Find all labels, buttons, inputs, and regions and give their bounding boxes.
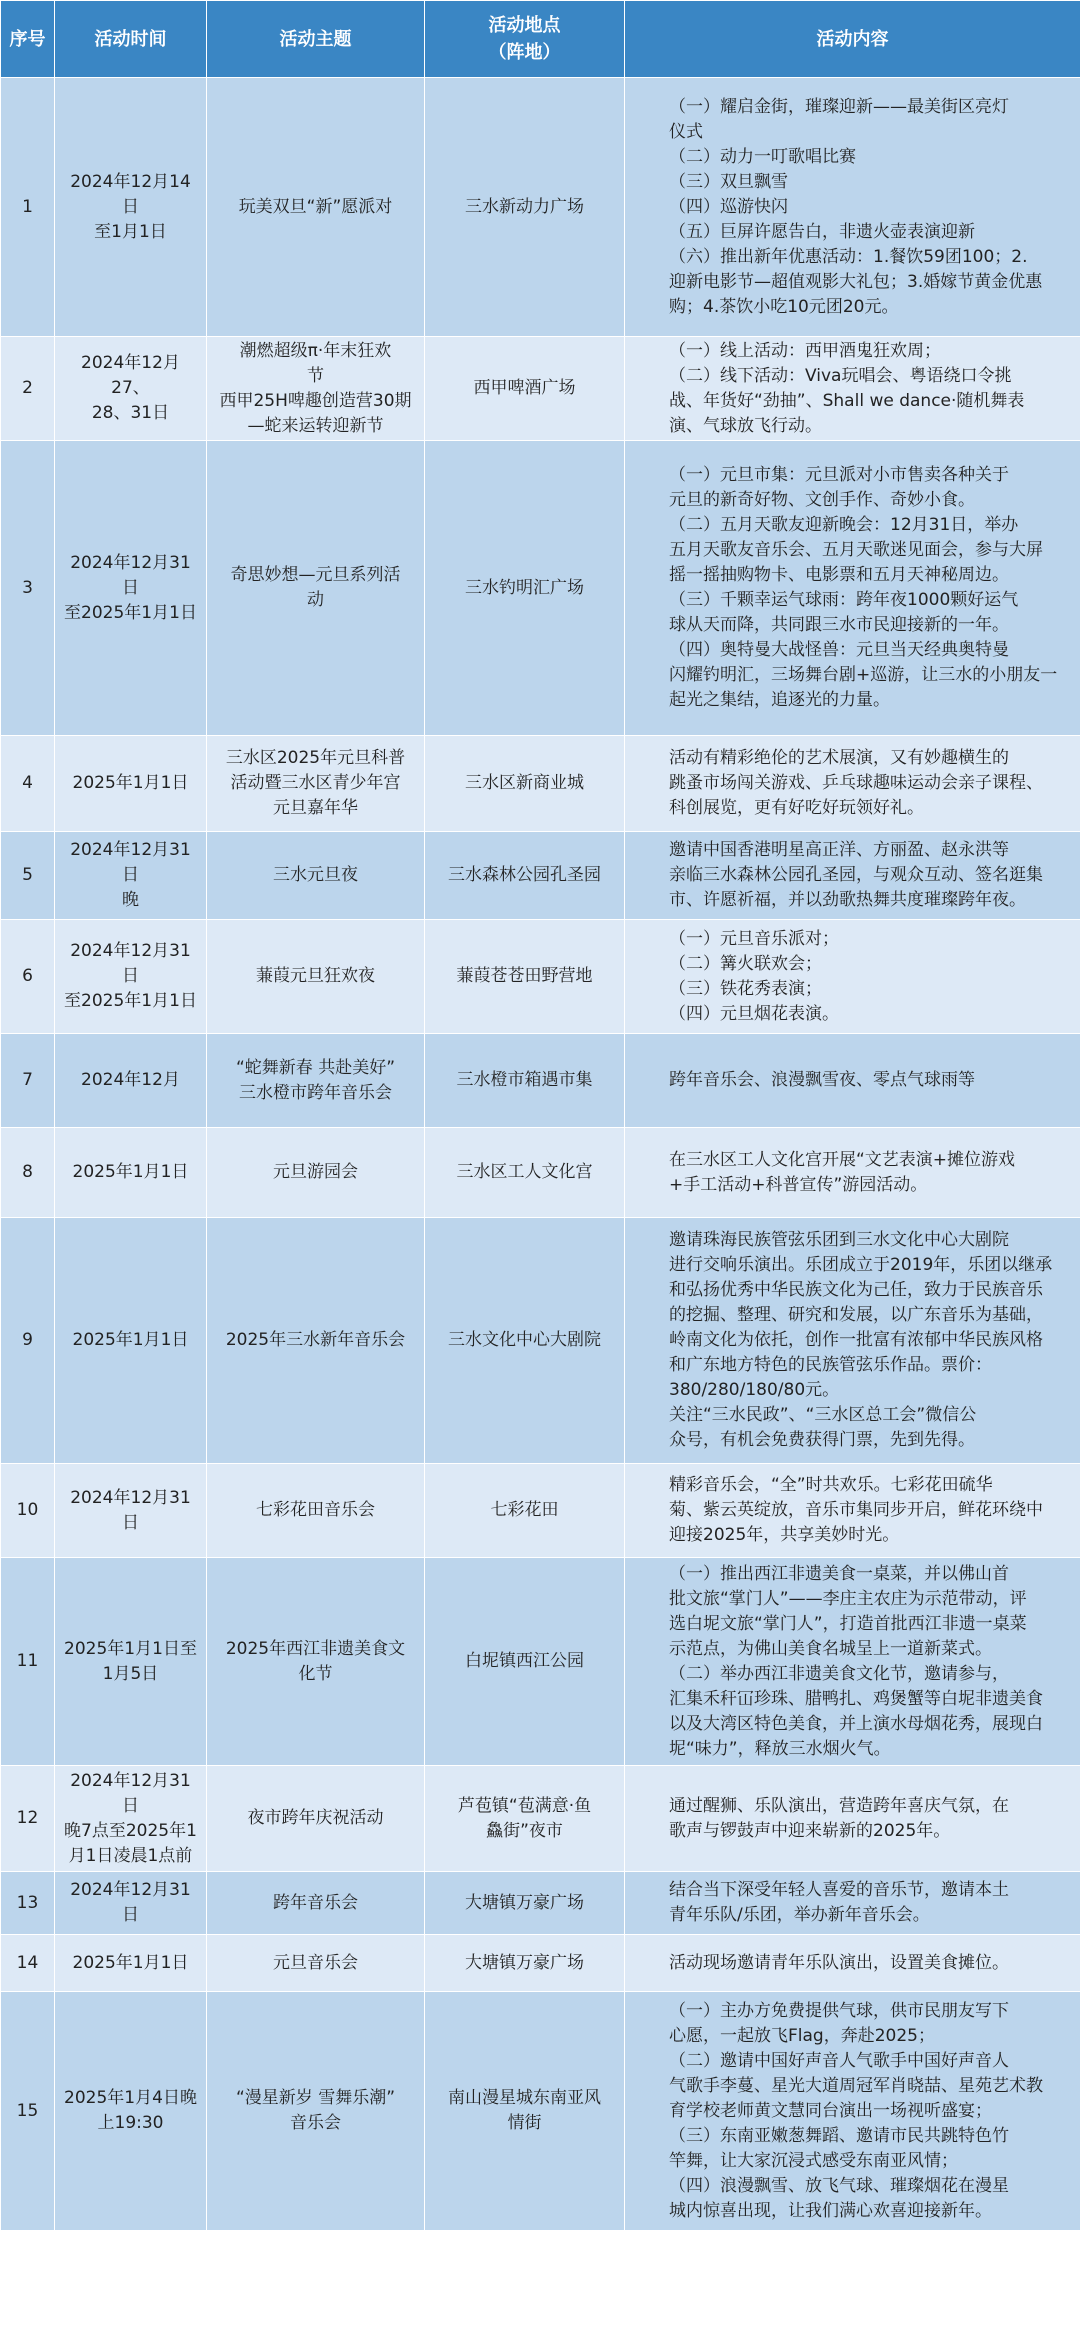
cell-line: 城内惊喜出现，让我们满心欢喜迎接新年。: [669, 2200, 992, 2221]
table-row: [1, 832, 1080, 920]
cell-line: 七彩花田: [490, 1500, 559, 1520]
cell-line: 三水区2025年元旦科普: [225, 748, 406, 768]
header-row: [1, 1, 1080, 78]
cell-line: 2024年12月31日: [70, 1880, 191, 1925]
cell-content: [625, 78, 1080, 337]
cell-line: 七彩花田音乐会: [256, 1500, 375, 1520]
cell-line: 三水新动力广场: [465, 196, 584, 217]
table-row: [1, 1872, 1080, 1935]
cell-line: 至2025年1月1日: [64, 991, 197, 1011]
cell-line: 元旦嘉年华: [273, 798, 358, 818]
cell-line: 2025年1月1日: [72, 1330, 189, 1350]
cell-content: [625, 1558, 1080, 1766]
cell-theme: [207, 1464, 425, 1558]
cell-line: 1月5日: [102, 1663, 159, 1684]
table-row: [1, 1992, 1080, 2231]
cell-line: 上19:30: [97, 2113, 164, 2133]
cell-theme: [207, 1034, 425, 1128]
cell-content: [625, 736, 1080, 832]
cell-place: [425, 78, 625, 337]
table-row: [1, 1128, 1080, 1218]
cell-time: [55, 1464, 207, 1558]
cell-line: 潮燃超级π·年末狂欢: [239, 340, 392, 361]
cell-line: 科创展览，更有好吃好玩领好礼。: [669, 798, 924, 818]
cell-line: 歌声与锣鼓声中迎来崭新的2025年。: [669, 1820, 951, 1841]
cell-line: 在三水区工人文化宫开展“文艺表演+摊位游戏: [669, 1149, 1016, 1170]
cell-place: [425, 920, 625, 1034]
cell-no: 15: [1, 1992, 55, 2231]
cell-line: 2024年12月27、: [81, 353, 180, 398]
cell-no: 9: [1, 1218, 55, 1464]
cell-place: [425, 1218, 625, 1464]
cell-line: （二）篝火联欢会；: [669, 953, 822, 974]
cell-line: 起光之集结，追逐光的力量。: [669, 690, 890, 710]
cell-line: 大塘镇万豪广场: [465, 1952, 584, 1973]
cell-no: 10: [1, 1464, 55, 1558]
cell-line: 五月天歌友音乐会、五月天歌迷见面会，参与大屏: [669, 540, 1043, 560]
cell-content: [625, 1935, 1080, 1992]
cell-place: [425, 1034, 625, 1128]
cell-content: [625, 920, 1080, 1034]
cell-line: 蒹葭元旦狂欢夜: [256, 966, 375, 986]
cell-line: 演、气球放飞行动。: [669, 415, 822, 436]
cell-content: [625, 441, 1080, 736]
cell-line: 化节: [298, 1663, 333, 1684]
cell-line: 节: [307, 365, 324, 386]
cell-line: 情街: [507, 2113, 542, 2133]
cell-line: 育学校老师黄文慧同台演出一场视听盛宴；: [669, 2100, 992, 2121]
cell-line: 活动现场邀请青年乐队演出，设置美食摊位。: [669, 1952, 1009, 1973]
cell-line: 2025年1月4日晚: [64, 2088, 197, 2108]
cell-line: 摇一摇抽购物卡、电影票和五月天神秘周边。: [669, 565, 1009, 585]
table-row: [1, 1935, 1080, 1992]
cell-time: [55, 1766, 207, 1872]
cell-line: 至2025年1月1日: [64, 602, 197, 623]
cell-line: 西甲啤酒广场: [473, 378, 576, 398]
cell-content: [625, 1464, 1080, 1558]
cell-line: 芦苞镇“苞满意·鱼: [457, 1795, 592, 1816]
cell-time: [55, 441, 207, 736]
cell-line: 和广东地方特色的民族管弦乐作品。票价：: [669, 1355, 992, 1375]
cell-place: [425, 1992, 625, 2231]
cell-theme: [207, 736, 425, 832]
cell-content: [625, 1872, 1080, 1935]
cell-place: [425, 1935, 625, 1992]
cell-place: [425, 832, 625, 920]
cell-theme: [207, 1872, 425, 1935]
cell-theme: [207, 1128, 425, 1218]
cell-line: 蒹葭苍苍田野营地: [456, 966, 593, 986]
cell-line: 南山漫星城东南亚风: [448, 2088, 601, 2108]
cell-line: 三水橙市箱遇市集: [456, 1070, 593, 1090]
cell-no: 11: [1, 1558, 55, 1766]
cell-line: 元旦游园会: [273, 1162, 358, 1182]
header-place: [425, 1, 625, 78]
cell-line: 邀请中国香港明星高正洋、方丽盈、赵永洪等: [669, 840, 1009, 860]
cell-line: （一）元旦市集：元旦派对小市售卖各种关于: [669, 465, 1009, 485]
cell-line: 鱻街”夜市: [486, 1820, 563, 1841]
cell-line: 通过醒狮、乐队演出，营造跨年喜庆气氛，在: [669, 1795, 1009, 1816]
header-no: 序号: [1, 1, 55, 78]
table-row: [1, 1558, 1080, 1766]
cell-theme: [207, 78, 425, 337]
cell-line: “蛇舞新春 共赴美好”: [235, 1057, 396, 1078]
cell-no: 8: [1, 1128, 55, 1218]
cell-line: （二）线下活动：Viva玩唱会、粤语绕口令挑: [669, 365, 1012, 386]
cell-line: 月1日凌晨1点前: [68, 1845, 193, 1866]
header-place-line1: 活动地点: [488, 15, 561, 36]
cell-line: 元旦的新奇好物、文创手作、奇妙小食。: [669, 490, 975, 510]
cell-line: （一）推出西江非遗美食一桌菜，并以佛山首: [669, 1563, 1009, 1584]
cell-line: 精彩音乐会，“全”时共欢乐。七彩花田硫华: [669, 1475, 993, 1495]
cell-line: 2025年1月1日: [72, 773, 189, 793]
cell-theme: [207, 337, 425, 441]
cell-line: “漫星新岁 雪舞乐潮”: [235, 2088, 396, 2108]
cell-time: [55, 1935, 207, 1992]
cell-line: （四）元旦烟花表演。: [669, 1003, 839, 1024]
cell-time: [55, 1992, 207, 2231]
cell-line: （一）主办方免费提供气球，供市民朋友写下: [669, 2000, 1009, 2021]
cell-line: （三）东南亚嫩葱舞蹈、邀请市民共跳特色竹: [669, 2125, 1009, 2146]
cell-line: （三）双旦飘雪: [669, 171, 788, 192]
cell-line: 2025年1月1日: [72, 1952, 189, 1973]
cell-line: 亲临三水森林公园孔圣园，与观众互动、签名逛集: [669, 865, 1043, 885]
cell-line: 众号，有机会免费获得门票，先到先得。: [669, 1430, 975, 1450]
cell-line: 2024年12月31日: [70, 941, 191, 986]
cell-content: [625, 1034, 1080, 1128]
table-row: [1, 736, 1080, 832]
cell-line: 闪耀钓明汇，三场舞台剧+巡游，让三水的小朋友一: [669, 665, 1058, 685]
cell-no: 7: [1, 1034, 55, 1128]
cell-line: 购；4.茶饮小吃10元团20元。: [669, 296, 899, 317]
cell-line: 晚7点至2025年1: [64, 1820, 197, 1841]
cell-line: 2025年1月1日: [72, 1162, 189, 1182]
cell-line: （四）奥特曼大战怪兽：元旦当天经典奥特曼: [669, 640, 1009, 660]
cell-line: 奇思妙想—元旦系列活: [230, 565, 401, 585]
table-row: [1, 1034, 1080, 1128]
cell-line: 大塘镇万豪广场: [465, 1892, 584, 1913]
cell-time: [55, 78, 207, 337]
cell-place: [425, 1128, 625, 1218]
cell-line: 380/280/180/80元。: [669, 1380, 840, 1400]
cell-line: 三水元旦夜: [273, 865, 358, 885]
cell-line: 三水区工人文化宫: [456, 1162, 593, 1182]
cell-line: 2025年西江非遗美食文: [225, 1638, 406, 1659]
table-row: [1, 78, 1080, 337]
cell-line: 跨年音乐会: [273, 1892, 358, 1913]
cell-time: [55, 1218, 207, 1464]
cell-line: 示范点，为佛山美食名城呈上一道新菜式。: [669, 1638, 992, 1659]
table-row: [1, 1464, 1080, 1558]
cell-line: 活动暨三水区青少年宫: [230, 773, 401, 793]
cell-line: 三水橙市跨年音乐会: [239, 1082, 392, 1103]
cell-theme: [207, 441, 425, 736]
cell-line: 战、年货好“劲抽”、Shall we dance·随机舞表: [669, 390, 1025, 411]
cell-line: 市、许愿祈福，并以劲歌热舞共度璀璨跨年夜。: [669, 890, 1026, 910]
cell-place: [425, 1464, 625, 1558]
cell-line: 晚: [122, 890, 139, 910]
cell-line: 活动有精彩绝伦的艺术展演，又有妙趣横生的: [669, 748, 1009, 768]
cell-line: 迎接2025年，共享美妙时光。: [669, 1525, 900, 1545]
cell-place: [425, 1872, 625, 1935]
cell-line: 青年乐队/乐团，举办新年音乐会。: [669, 1905, 930, 1925]
cell-line: 跳蚤市场闯关游戏、乒乓球趣味运动会亲子课程、: [669, 773, 1043, 793]
cell-place: [425, 1766, 625, 1872]
cell-line: 关注“三水民政”、“三水区总工会”微信公: [669, 1405, 977, 1425]
table-body: [1, 78, 1080, 2231]
cell-line: （四）浪漫飘雪、放飞气球、璀璨烟花在漫星: [669, 2175, 1009, 2196]
cell-content: [625, 337, 1080, 441]
cell-line: 进行交响乐演出。乐团成立于2019年，乐团以继承: [669, 1255, 1053, 1275]
cell-line: 元旦音乐会: [273, 1952, 358, 1973]
cell-line: （五）巨屏许愿告白，非遗火壶表演迎新: [669, 221, 975, 242]
cell-content: [625, 832, 1080, 920]
cell-time: [55, 736, 207, 832]
cell-time: [55, 337, 207, 441]
cell-line: 2024年12月31日: [70, 1487, 191, 1533]
cell-time: [55, 832, 207, 920]
cell-place: [425, 441, 625, 736]
cell-content: [625, 1992, 1080, 2231]
cell-line: 迎新电影节—超值观影大礼包；3.婚嫁节黄金优惠: [669, 271, 1043, 292]
header-theme: 活动主题: [207, 1, 425, 78]
cell-line: 三水森林公园孔圣园: [448, 865, 601, 885]
header-time: 活动时间: [55, 1, 207, 78]
cell-line: 选白坭文旅“掌门人”，打造首批西江非遗一桌菜: [669, 1613, 1027, 1634]
table-row: [1, 920, 1080, 1034]
cell-line: 邀请珠海民族管弦乐团到三水文化中心大剧院: [669, 1230, 1009, 1250]
cell-theme: [207, 1992, 425, 2231]
cell-line: 竿舞，让大家沉浸式感受东南亚风情；: [669, 2150, 958, 2171]
cell-no: 13: [1, 1872, 55, 1935]
cell-line: 汇集禾秆冚珍珠、腊鸭扎、鸡煲蟹等白坭非遗美食: [669, 1688, 1043, 1709]
cell-place: [425, 337, 625, 441]
cell-line: （四）巡游快闪: [669, 196, 788, 217]
cell-line: 2024年12月31日: [70, 552, 191, 598]
cell-no: 3: [1, 441, 55, 736]
cell-line: 球从天而降，共同跟三水市民迎接新的一年。: [669, 615, 1009, 635]
cell-no: 12: [1, 1766, 55, 1872]
cell-line: 三水文化中心大剧院: [448, 1330, 601, 1350]
cell-line: 三水区新商业城: [465, 773, 584, 793]
cell-line: —蛇来运转迎新节: [247, 415, 384, 436]
cell-line: 结合当下深受年轻人喜爱的音乐节，邀请本土: [669, 1880, 1009, 1900]
cell-line: （二）动力一叮歌唱比赛: [669, 146, 856, 167]
cell-content: [625, 1766, 1080, 1872]
cell-line: （一）耀启金街，璀璨迎新——最美街区亮灯: [669, 96, 1009, 117]
table-row: [1, 1766, 1080, 1872]
cell-line: 2025年三水新年音乐会: [225, 1330, 406, 1350]
cell-line: 仪式: [669, 121, 703, 142]
table-row: [1, 1218, 1080, 1464]
cell-time: [55, 1558, 207, 1766]
cell-line: 跨年音乐会、浪漫飘雪夜、零点气球雨等: [669, 1070, 975, 1090]
cell-place: [425, 736, 625, 832]
cell-content: [625, 1218, 1080, 1464]
cell-line: 夜市跨年庆祝活动: [247, 1808, 384, 1828]
cell-line: 玩美双旦“新”愿派对: [238, 196, 393, 217]
cell-theme: [207, 832, 425, 920]
cell-line: 气歌手李蔓、星光大道周冠军肖晓喆、星苑艺术教: [669, 2075, 1043, 2096]
cell-content: [625, 1128, 1080, 1218]
cell-theme: [207, 1558, 425, 1766]
cell-line: +手工活动+科普宣传”游园活动。: [669, 1174, 928, 1195]
cell-line: （三）铁花秀表演；: [669, 978, 822, 999]
cell-theme: [207, 1935, 425, 1992]
cell-line: 音乐会: [290, 2113, 341, 2133]
cell-line: （一）元旦音乐派对；: [669, 928, 839, 949]
cell-line: 心愿，一起放飞Flag，奔赴2025；: [669, 2025, 935, 2046]
cell-line: 2024年12月31日: [70, 1770, 191, 1816]
cell-line: 坭“味力”，释放三水烟火气。: [669, 1738, 891, 1759]
cell-line: 2024年12月14日: [70, 171, 191, 217]
cell-line: （二）举办西江非遗美食文化节，邀请参与，: [669, 1663, 1009, 1684]
header-content: 活动内容: [625, 1, 1080, 78]
cell-line: 白坭镇西江公园: [465, 1651, 584, 1671]
table-row: [1, 337, 1080, 441]
cell-no: 2: [1, 337, 55, 441]
cell-line: 菊、紫云英绽放，音乐市集同步开启，鲜花环绕中: [669, 1500, 1043, 1520]
cell-no: 4: [1, 736, 55, 832]
cell-line: 至1月1日: [94, 221, 167, 242]
cell-no: 1: [1, 78, 55, 337]
cell-line: 动: [307, 590, 324, 610]
cell-line: 的挖掘、整理、研究和发展，以广东音乐为基础，: [669, 1305, 1043, 1325]
cell-place: [425, 1558, 625, 1766]
cell-line: 三水钓明汇广场: [465, 577, 584, 598]
cell-line: 28、31日: [91, 403, 170, 423]
cell-no: 5: [1, 832, 55, 920]
cell-theme: [207, 920, 425, 1034]
cell-line: （二）五月天歌友迎新晚会：12月31日，举办: [669, 515, 1019, 535]
table-row: [1, 441, 1080, 736]
cell-line: 岭南文化为依托，创作一批富有浓郁中华民族风格: [669, 1330, 1043, 1350]
cell-line: 西甲25H啤趣创造营30期: [219, 390, 412, 411]
cell-theme: [207, 1766, 425, 1872]
cell-no: 14: [1, 1935, 55, 1992]
cell-time: [55, 1872, 207, 1935]
cell-time: [55, 1034, 207, 1128]
cell-line: 2024年12月: [81, 1070, 180, 1090]
cell-line: 批文旅“掌门人”——李庄主农庄为示范带动，评: [669, 1588, 1027, 1609]
cell-line: 2025年1月1日至: [64, 1638, 197, 1659]
cell-time: [55, 920, 207, 1034]
cell-line: 和弘扬优秀中华民族文化为己任，致力于民族音乐: [669, 1280, 1043, 1300]
cell-line: （一）线上活动：西甲酒鬼狂欢周；: [669, 340, 941, 361]
cell-line: 以及大湾区特色美食，并上演水母烟花秀，展现白: [669, 1713, 1043, 1734]
cell-no: 6: [1, 920, 55, 1034]
cell-time: [55, 1128, 207, 1218]
cell-line: （二）邀请中国好声音人气歌手中国好声音人: [669, 2050, 1009, 2071]
cell-line: （六）推出新年优惠活动：1.餐饮59团100；2.: [669, 246, 1028, 267]
cell-theme: [207, 1218, 425, 1464]
cell-line: （三）千颗幸运气球雨：跨年夜1000颗好运气: [669, 590, 1019, 610]
cell-line: 2024年12月31日: [70, 840, 191, 885]
header-place-line2: （阵地）: [488, 42, 561, 63]
